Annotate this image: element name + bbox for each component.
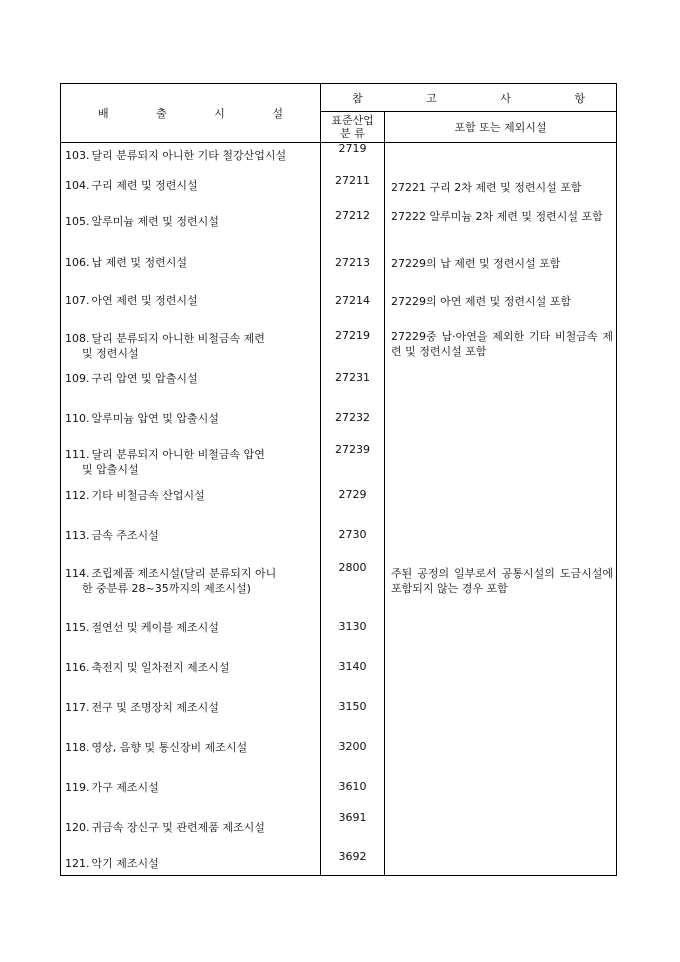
facility-name: 금속 주조시설	[91, 529, 159, 542]
reference-note: 주된 공정의 일부로서 공통시설의 도금시설에 포함되지 않는 경우 포함	[391, 567, 613, 595]
facility-name: 전구 및 조명장치 제조시설	[91, 701, 219, 714]
code-column	[321, 143, 385, 876]
row-number: 120.	[65, 821, 90, 834]
facility-row	[65, 740, 317, 755]
row-number: 113.	[65, 529, 90, 542]
facility-row	[65, 780, 317, 795]
header-inclusion-exclusion: 포함 또는 제외시설	[385, 112, 617, 143]
row-number: 116.	[65, 661, 90, 674]
facility-row	[65, 566, 317, 596]
industry-code: 3610	[338, 780, 367, 793]
facility-row	[65, 447, 317, 477]
row-number: 108.	[65, 332, 90, 345]
row-number: 103.	[65, 149, 90, 162]
industry-code: 3130	[338, 620, 367, 633]
row-number: 121.	[65, 857, 90, 870]
facility-name-continued: 한 중분류 28~35까지의 제조시설)	[82, 582, 251, 595]
facility-name: 악기 제조시설	[91, 857, 159, 870]
facility-name: 알루미늄 제련 및 정련시설	[91, 215, 219, 228]
industry-code: 27239	[335, 443, 370, 456]
facility-row	[65, 411, 317, 426]
industry-code: 2719	[338, 142, 367, 155]
reference-column	[385, 143, 617, 876]
industry-code: 3140	[338, 660, 367, 673]
facility-name-continued: 및 압출시설	[82, 463, 139, 476]
reference-note: 27222 알루미늄 2차 제련 및 정련시설 포함	[391, 210, 603, 223]
row-number: 115.	[65, 621, 90, 634]
row-number: 110.	[65, 412, 90, 425]
facility-row	[65, 331, 317, 361]
facility-row	[65, 293, 317, 308]
facility-name: 조립제품 제조시설(달리 분류되지 아니	[91, 567, 277, 580]
facility-row	[65, 488, 317, 503]
facility-row	[65, 856, 317, 871]
industry-code: 27231	[335, 371, 370, 384]
facility-row	[65, 148, 317, 163]
row-number: 112.	[65, 489, 90, 502]
facility-name: 절연선 및 케이블 제조시설	[91, 621, 219, 634]
industry-code: 27219	[335, 329, 370, 342]
header-reference: 참 고 사 항	[321, 84, 617, 112]
row-number: 106.	[65, 256, 90, 269]
row-number: 109.	[65, 372, 90, 385]
industry-code: 2730	[338, 528, 367, 541]
facility-name: 달리 분류되지 아니한 기타 철강산업시설	[91, 149, 287, 162]
facility-name: 귀금속 장신구 및 관련제품 제조시설	[91, 821, 265, 834]
industry-code: 3150	[338, 700, 367, 713]
facility-name: 가구 제조시설	[91, 781, 159, 794]
facility-row	[65, 620, 317, 635]
industry-code: 27212	[335, 209, 370, 222]
facility-name: 알루미늄 압연 및 압출시설	[91, 412, 219, 425]
row-number: 114.	[65, 567, 90, 580]
facility-row	[65, 371, 317, 386]
reference-note: 27229중 납·아연을 제외한 기타 비철금속 제련 및 정련시설 포함	[391, 330, 613, 358]
row-number: 107.	[65, 294, 90, 307]
facility-row	[65, 700, 317, 715]
row-number: 118.	[65, 741, 90, 754]
facility-row	[65, 660, 317, 675]
facility-row	[65, 528, 317, 543]
facility-name: 달리 분류되지 아니한 비철금속 압연	[91, 448, 265, 461]
industry-code: 27213	[335, 256, 370, 269]
facility-row	[65, 820, 317, 835]
header-industry-code	[321, 112, 385, 143]
facility-name: 납 제련 및 정련시설	[91, 256, 187, 269]
row-number: 119.	[65, 781, 90, 794]
facility-name: 구리 압연 및 압출시설	[91, 372, 198, 385]
facility-name: 기타 비철금속 산업시설	[91, 489, 205, 502]
facility-row	[65, 255, 317, 270]
facility-row	[65, 178, 317, 193]
emission-facility-table	[60, 83, 617, 876]
facility-name-continued: 및 정련시설	[82, 347, 139, 360]
header-code-line1: 표준산업	[331, 114, 374, 127]
industry-code: 27232	[335, 411, 370, 424]
industry-code: 27214	[335, 294, 370, 307]
reference-note: 27229의 아연 제련 및 정련시설 포함	[391, 295, 571, 308]
facility-row	[65, 214, 317, 229]
industry-code: 3691	[338, 811, 367, 824]
facility-name: 축전지 및 일차전지 제조시설	[91, 661, 230, 674]
row-number: 117.	[65, 701, 90, 714]
row-number: 104.	[65, 179, 90, 192]
facility-name: 달리 분류되지 아니한 비철금속 제련	[91, 332, 265, 345]
industry-code: 3200	[338, 740, 367, 753]
header-code-line2: 분 류	[340, 127, 365, 140]
facility-column	[61, 143, 321, 876]
facility-name: 구리 제련 및 정련시설	[91, 179, 198, 192]
industry-code: 2800	[338, 561, 367, 574]
reference-note: 27221 구리 2차 제련 및 정련시설 포함	[391, 181, 582, 194]
industry-code: 2729	[338, 488, 367, 501]
facility-name: 아연 제련 및 정련시설	[91, 294, 198, 307]
row-number: 111.	[65, 448, 90, 461]
facility-name: 영상, 음향 및 통신장비 제조시설	[91, 741, 248, 754]
header-facility: 배 출 시 설	[61, 84, 321, 143]
industry-code: 3692	[338, 850, 367, 863]
row-number: 105.	[65, 215, 90, 228]
industry-code: 27211	[335, 174, 370, 187]
reference-note: 27229의 납 제련 및 정련시설 포함	[391, 257, 561, 270]
